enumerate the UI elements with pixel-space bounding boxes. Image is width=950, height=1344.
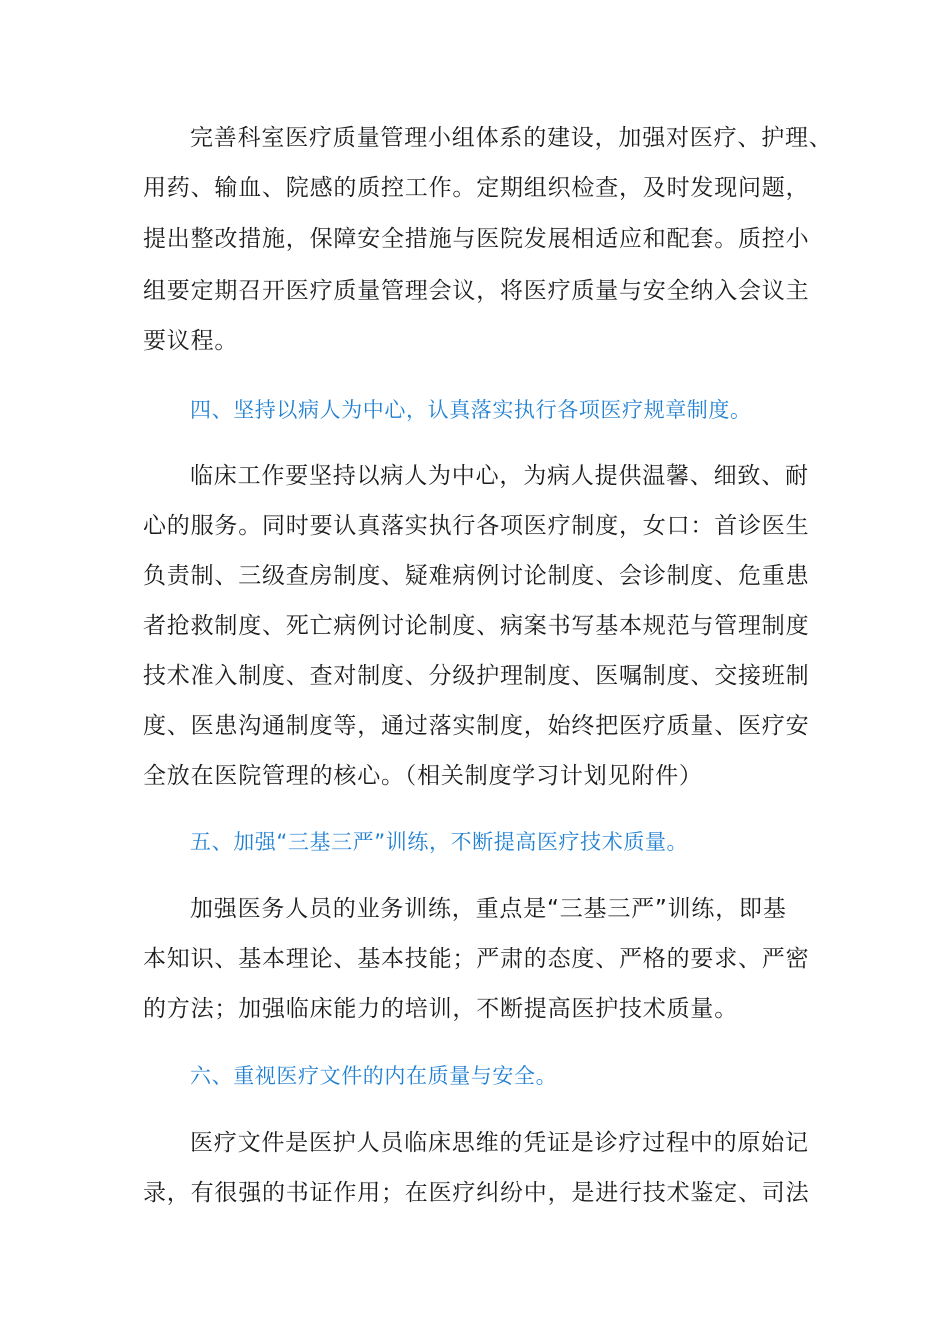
paragraph-3-line-2: 本知识、基本理论、基本技能；严肃的态度、严格的要求、严密	[143, 946, 810, 972]
paragraph-2-line-6: 度、医患沟通制度等，通过落实制度，始终把医疗质量、医疗安	[143, 713, 810, 739]
paragraph-4-line-1: 医疗文件是医护人员临床思维的凭证是诊疗过程中的原始记	[190, 1130, 809, 1156]
paragraph-2-line-1: 临床工作要坚持以病人为中心，为病人提供温馨、细致、耐	[190, 463, 809, 489]
paragraph-3-line-3: 的方法；加强临床能力的培训，不断提高医护技术质量。	[143, 996, 738, 1022]
paragraph-2-line-7: 全放在医院管理的核心。（相关制度学习计划见附件）	[143, 763, 703, 789]
paragraph-2-line-4: 者抢救制度、死亡病例讨论制度、病案书写基本规范与管理制度	[143, 613, 810, 639]
paragraph-4-line-2: 录，有很强的书证作用；在医疗纠纷中，是进行技术鉴定、司法	[143, 1180, 810, 1206]
paragraph-1-line-2: 用药、输血、院感的质控工作。定期组织检查，及时发现问题，	[143, 175, 810, 201]
section-heading-4: 四、坚持以病人为中心，认真落实执行各项医疗规章制度。	[190, 398, 752, 422]
section-heading-5: 五、加强“三基三严”训练，不断提高医疗技术质量。	[190, 830, 689, 854]
paragraph-2-line-5: 技术准入制度、查对制度、分级护理制度、医嘱制度、交接班制	[143, 663, 810, 689]
section-heading-6: 六、重视医疗文件的内在质量与安全。	[190, 1064, 558, 1088]
paragraph-1-line-1: 完善科室医疗质量管理小组体系的建设，加强对医疗、护理、	[190, 125, 833, 151]
paragraph-2-line-3: 负责制、三级查房制度、疑难病例讨论制度、会诊制度、危重患	[143, 563, 810, 589]
paragraph-3-line-1: 加强医务人员的业务训练，重点是“三基三严”训练，即基	[190, 896, 787, 922]
paragraph-1-line-5: 要议程。	[143, 328, 239, 354]
paragraph-2-line-2: 心的服务。同时要认真落实执行各项医疗制度，女口：首诊医生	[143, 513, 810, 539]
paragraph-1-line-4: 组要定期召开医疗质量管理会议，将医疗质量与安全纳入会议主	[143, 278, 810, 304]
paragraph-1-line-3: 提出整改措施，保障安全措施与医院发展相适应和配套。质控小	[143, 226, 810, 252]
